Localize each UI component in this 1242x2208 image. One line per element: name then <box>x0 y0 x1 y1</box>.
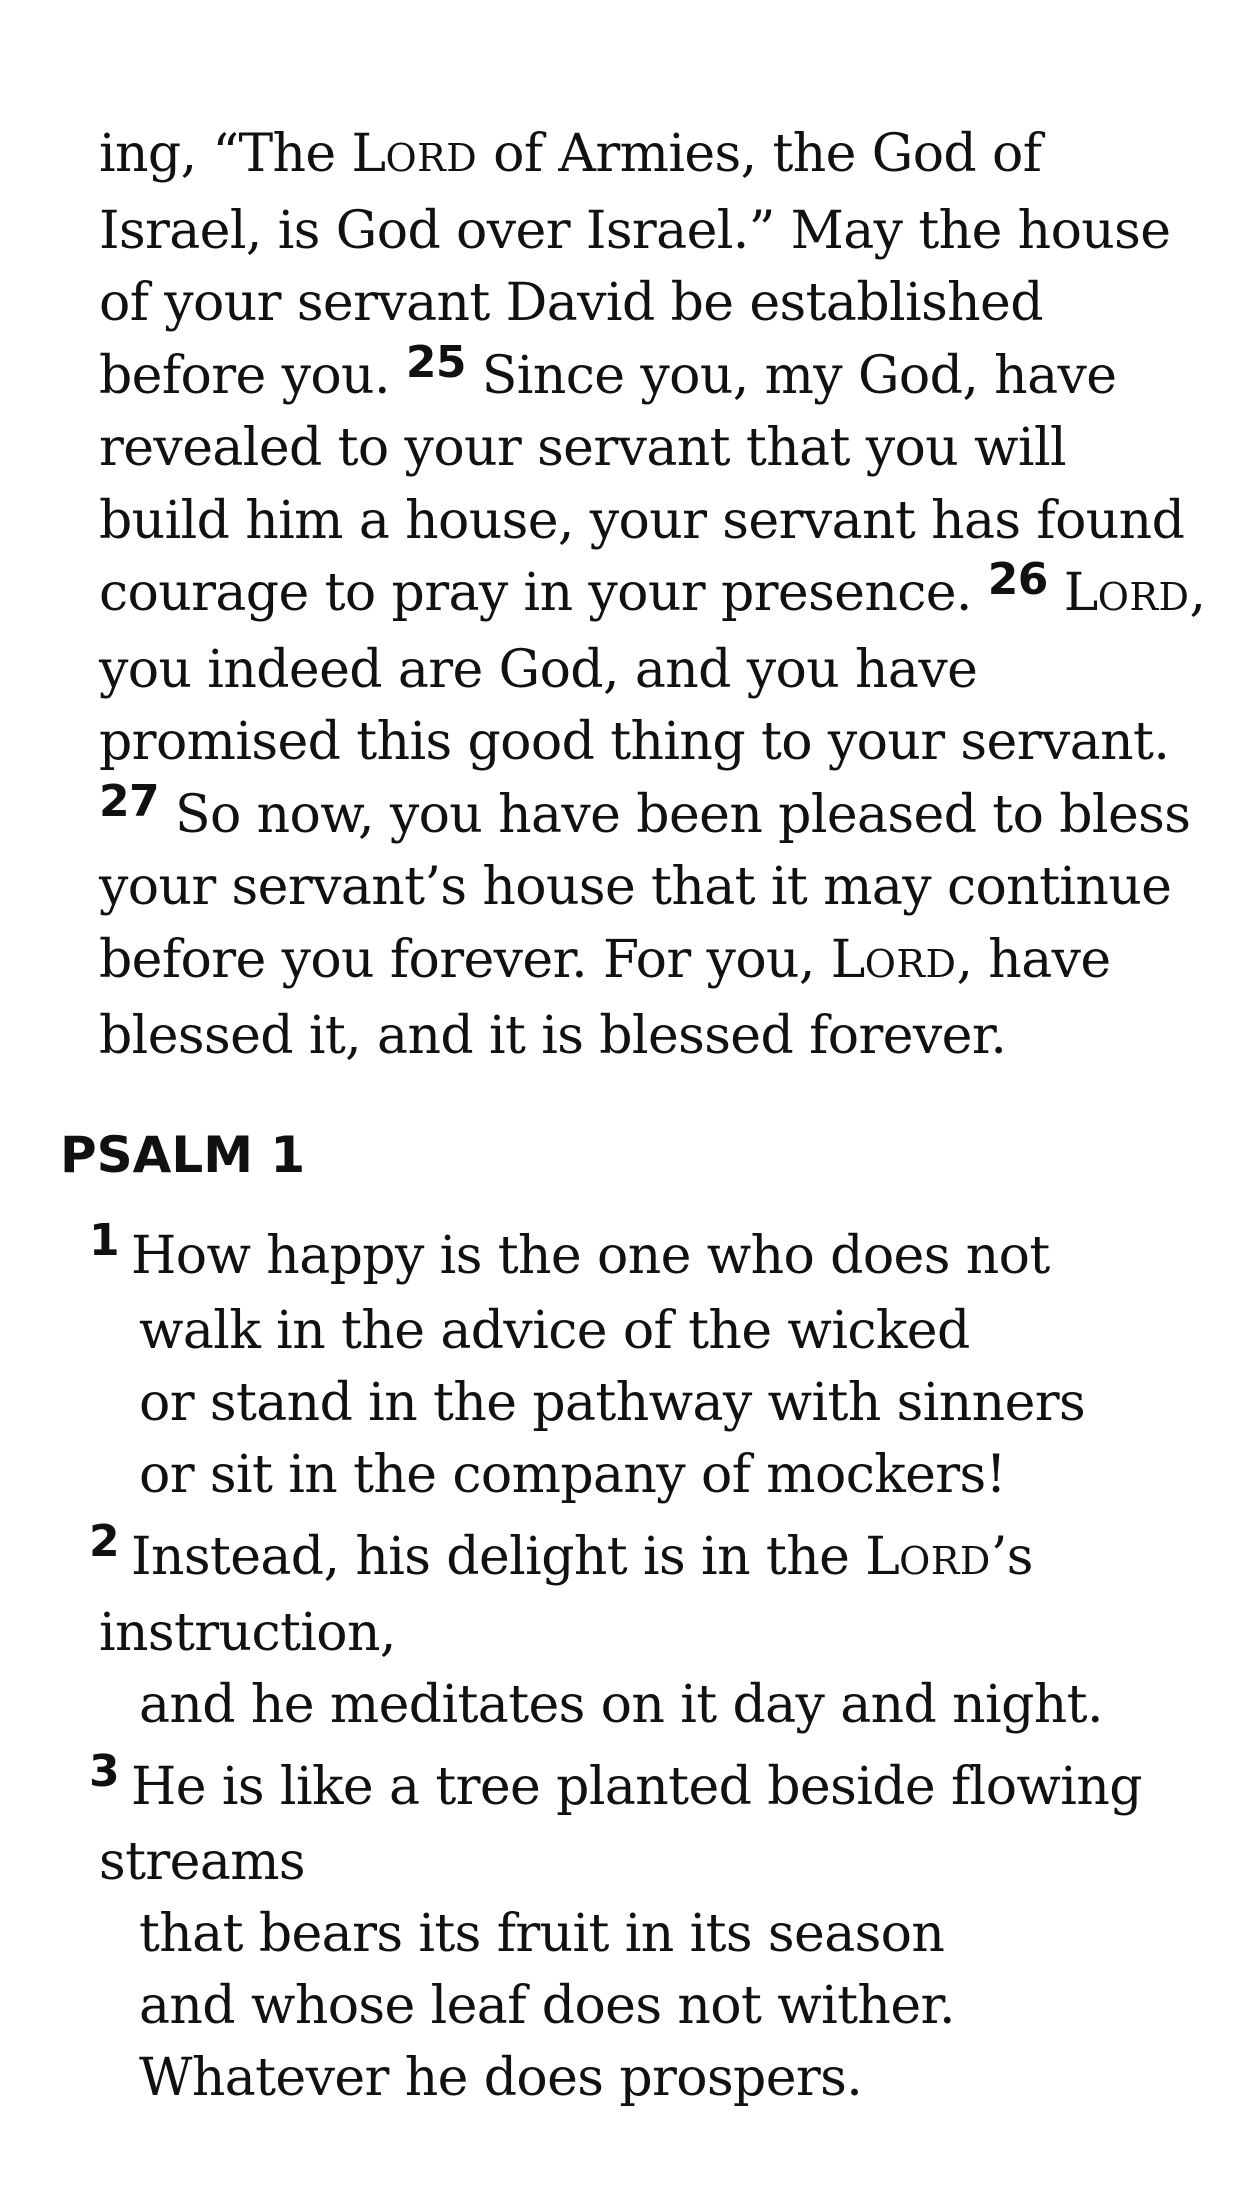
verse-text: He is like a tree planted beside flowing <box>131 1757 1142 1817</box>
lord-initial: L <box>830 929 865 990</box>
verse-line <box>89 1516 1209 1597</box>
verse-line: Whatever he does prospers. <box>139 2048 863 2108</box>
verse-text: ’s <box>990 1527 1033 1587</box>
verse-line: streams <box>99 1832 306 1892</box>
lord-small-caps: ORD <box>899 1539 991 1583</box>
verse-text: How happy is the one who does not <box>131 1226 1050 1286</box>
verse-text: Instead, his delight is in the <box>131 1527 866 1587</box>
verse-line: and he meditates on it day and night. <box>139 1675 1103 1735</box>
lord-small-caps: ORD <box>864 941 957 986</box>
verse-line: walk in the advice of the wicked <box>139 1301 970 1361</box>
lord-initial: L <box>351 124 386 184</box>
prose-text: So now, you have been pleased to bless your servant’s house that it may continue before you forever. For you, <box>99 784 1191 990</box>
verse-number-25[interactable]: 25 <box>405 336 466 388</box>
prose-text: , you indeed are God, and you have promised this good thing to your servant. <box>99 563 1206 772</box>
lord-small-caps: ORD <box>1097 575 1190 619</box>
lord-initial: L <box>865 1527 900 1587</box>
verse-line: instruction, <box>99 1603 396 1663</box>
prose-text: Since you, my God, have revealed to your servant that you will build him a house, your servant has found courage to pray in your presence. <box>99 345 1185 623</box>
verse-line: that bears its fruit in its season <box>139 1904 945 1964</box>
verse-line: or sit in the company of mockers! <box>139 1445 1006 1505</box>
verse-number-2[interactable]: 2 <box>89 1516 120 1567</box>
verse-line <box>89 1746 1209 1826</box>
prose-text: , have blessed it, and it is blessed forever. <box>99 929 1111 1066</box>
prose-text: ing, “The <box>99 124 352 184</box>
lord-small-caps: ORD <box>385 136 478 180</box>
chapter-text <box>99 118 1209 1073</box>
verse-number-27[interactable]: 27 <box>99 775 160 827</box>
verse-number-3[interactable]: 3 <box>89 1746 120 1797</box>
psalm-heading: PSALM 1 <box>60 1126 306 1184</box>
verse-line: and whose leaf does not wither. <box>139 1976 955 2036</box>
verse-line <box>89 1215 1209 1295</box>
psalm-poem <box>89 1210 1209 2114</box>
verse-number-26[interactable]: 26 <box>987 554 1048 605</box>
verse-number-1[interactable]: 1 <box>89 1215 120 1266</box>
prose-text: of Armies, the God of Israel, is God over Israel.” May the house of your servant David be established before you. <box>99 124 1171 406</box>
lord-initial: L <box>1063 563 1098 623</box>
verse-line: or stand in the pathway with sinners <box>139 1373 1086 1433</box>
